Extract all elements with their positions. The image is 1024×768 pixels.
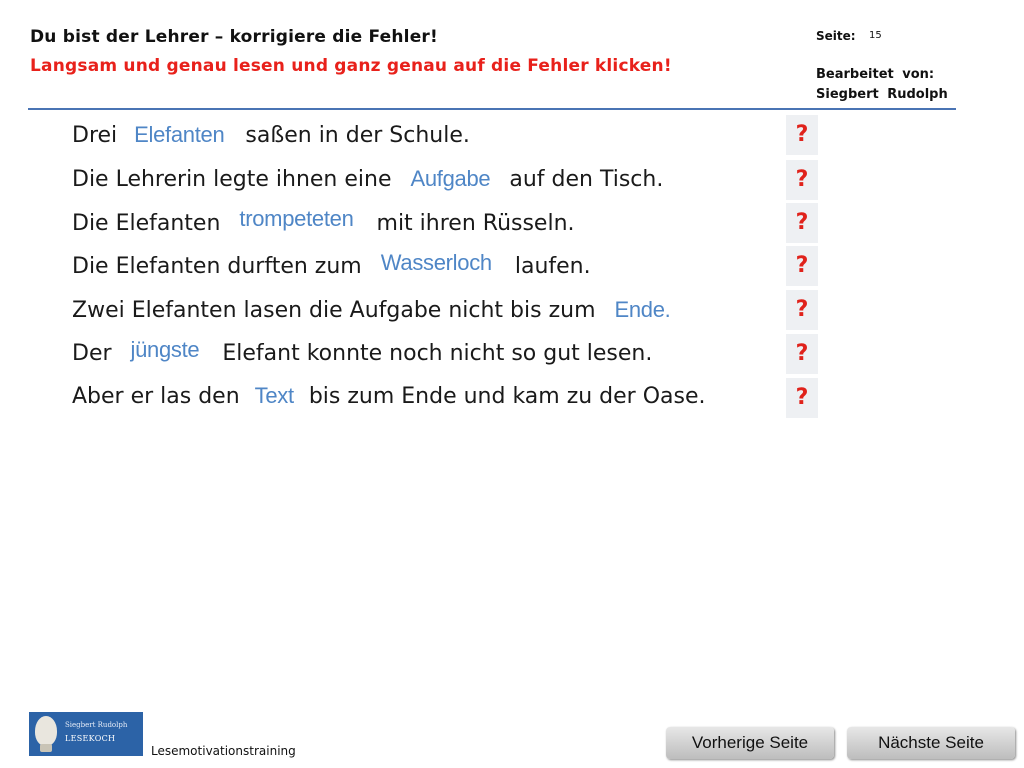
sentence-word[interactable]: trompeteten [239, 206, 354, 231]
sentence-text: Der [72, 341, 112, 366]
sentence-text: Die Elefanten [72, 211, 221, 236]
instruction-subtitle: Langsam und genau lesen und ganz genau auf die Fehler klicken! [30, 56, 672, 76]
next-page-button[interactable]: Nächste Seite [847, 727, 1015, 759]
sentence-text: mit ihren Rüsseln. [376, 211, 575, 236]
lesekoch-logo [29, 712, 143, 756]
sentence-word[interactable]: Elefanten [134, 122, 225, 147]
sentence-text: auf den Tisch. [509, 167, 664, 192]
question-button-7[interactable]: ? [786, 378, 818, 418]
question-button-1[interactable]: ? [786, 115, 818, 155]
sentence-text: bis zum Ende und kam zu der Oase. [308, 384, 706, 409]
previous-page-button[interactable]: Vorherige Seite [666, 727, 834, 759]
sentence-text: Die Lehrerin legte ihnen eine [72, 167, 392, 192]
sentence-word[interactable]: Wasserloch [380, 250, 492, 275]
sentence-3 [72, 205, 575, 241]
sentence-word[interactable]: Aufgabe [410, 166, 491, 191]
sentence-text: Drei [72, 123, 118, 148]
logo-brand: LESEKOCH [65, 734, 116, 743]
sentence-2 [72, 161, 663, 197]
sentence-word[interactable]: Ende. [614, 297, 671, 322]
author-name: Siegbert Rudolph [816, 87, 948, 102]
sentence-7 [72, 378, 706, 414]
sentence-word[interactable]: Text [254, 383, 294, 408]
footer-label: Lesemotivationstraining [151, 744, 296, 758]
page-number: 15 [869, 30, 882, 41]
question-button-3[interactable]: ? [786, 203, 818, 243]
sentence-6 [72, 335, 652, 371]
page-label: Seite: [816, 29, 856, 43]
sentence-1 [72, 117, 470, 153]
sentence-text: Aber er las den [72, 384, 240, 409]
lightbulb-base [40, 744, 52, 752]
question-button-6[interactable]: ? [786, 334, 818, 374]
sentence-4 [72, 248, 591, 284]
logo-author: Siegbert Rudolph [65, 721, 128, 729]
question-button-5[interactable]: ? [786, 290, 818, 330]
question-button-4[interactable]: ? [786, 246, 818, 286]
sentence-text: laufen. [514, 254, 591, 279]
edited-by-label: Bearbeitet von: [816, 67, 935, 82]
lightbulb-icon [35, 716, 57, 746]
sentence-word[interactable]: jüngste [130, 337, 200, 362]
sentence-text: Die Elefanten durften zum [72, 254, 362, 279]
question-button-2[interactable]: ? [786, 160, 818, 200]
sentence-text: Elefant konnte noch nicht so gut lesen. [222, 341, 653, 366]
sentence-text: saßen in der Schule. [245, 123, 470, 148]
sentence-5 [72, 292, 678, 328]
instruction-title: Du bist der Lehrer – korrigiere die Fehler! [30, 27, 438, 47]
sentence-text: Zwei Elefanten lasen die Aufgabe nicht bis zum [72, 298, 596, 323]
header-divider [28, 108, 956, 110]
